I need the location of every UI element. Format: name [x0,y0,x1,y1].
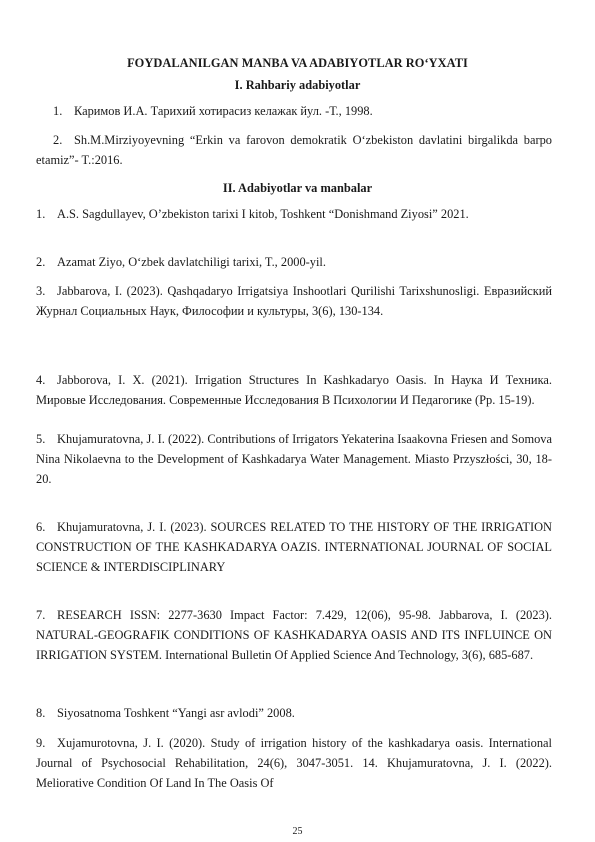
reference-number: 1. [53,104,63,118]
reference-entry [36,703,552,723]
reference-text: Jabborova, I. X. (2021). Irrigation Structures In Kashkadaryo Oasis. In Наука И Техника. Мировые Исследования. Современные Исследования В Психологии И Педагогике (Pp. 15-19). [36,373,552,408]
reference-entry [36,605,552,666]
reference-number: 7. [36,608,46,622]
reference-number: 2. [36,255,46,269]
reference-text: Jabbarova, I. (2023). Qashqadaryo Irrigatsiya Inshootlari Qurilishi Tarixshunosligi. Евразийский Журнал Социальных Наук, Философии и культуры, 3(6), 130-134. [36,284,552,319]
reference-number: 1. [36,207,46,221]
section-heading-guiding-literature: I. Rahbariy adabiyotlar [234,78,361,92]
reference-number: 4. [36,373,46,387]
reference-text: Siyosatnoma Toshkent “Yangi asr avlodi” 2008. [57,706,295,720]
reference-number: 5. [36,432,46,446]
reference-text: Sh.M.Mirziyoyevning “Erkin va farovon demokratik O‘zbekiston davlatini birgalikda barpo etamiz”- T.:2016. [36,133,552,168]
section-heading-literature-sources: II. Adabiyotlar va manbalar [222,181,373,195]
document-title: FOYDALANILGAN MANBA VA ADABIYOTLAR RO‘YXATI [127,56,468,70]
reference-text: Azamat Ziyo, O‘zbek davlatchiligi tarixi, T., 2000-yil. [57,255,326,269]
page-number: 25 [292,826,303,837]
reference-text: Khujamuratovna, J. I. (2023). SOURCES RELATED TO THE HISTORY OF THE IRRIGATION CONSTRUCTION OF THE KASHKADARYA OAZIS. INTERNATIONAL JOURNAL OF SOCIAL SCIENCE & INTERDISCIPLINARY [36,520,552,575]
reference-text: Khujamuratovna, J. I. (2022). Contributions of Irrigators Yekaterina Isaakovna Friesen and Somova Nina Nikolaevna to the Development of Kashkadarya Water Management. Miasto Przyszłości, 30, 18-20. [36,432,552,487]
reference-text: RESEARCH ISSN: 2277-3630 Impact Factor: 7.429, 12(06), 95-98. Jabbarova, I. (2023). NATURAL-GEOGRAFIK CONDITIONS OF KASHKADARYA OASIS AND ITS INFLUINCE ON IRRIGATION SYSTEM. International Bulletin Of Applied Science And Technology, 3(6), 685-687. [36,608,552,663]
reference-entry [36,281,552,321]
reference-text: A.S. Sagdullayev, O’zbekiston tarixi I kitob, Toshkent “Donishmand Ziyosi” 2021. [57,207,469,221]
reference-text: Xujamurotovna, J. I. (2020). Study of irrigation history of the kashkadarya oasis. International Journal of Psychosocial Rehabilitation, 24(6), 3047-3051. 14. Khujamuratovna, J. I. (2022). Meliorative Condition Of Land In The Oasis Of [36,736,552,791]
reference-entry [36,130,552,170]
reference-entry [36,517,552,578]
reference-entry [36,252,552,272]
reference-entry [36,204,552,224]
reference-entry [36,101,552,121]
reference-number: 9. [36,736,46,750]
reference-entry [36,733,552,794]
reference-number: 8. [36,706,46,720]
reference-entry [36,370,552,410]
reference-number: 6. [36,520,46,534]
reference-number: 3. [36,284,46,298]
reference-entry [36,429,552,490]
reference-number: 2. [53,133,63,147]
reference-text: Каримов И.А. Тарихий хотирасиз келажак йул. -Т., 1998. [74,104,373,118]
